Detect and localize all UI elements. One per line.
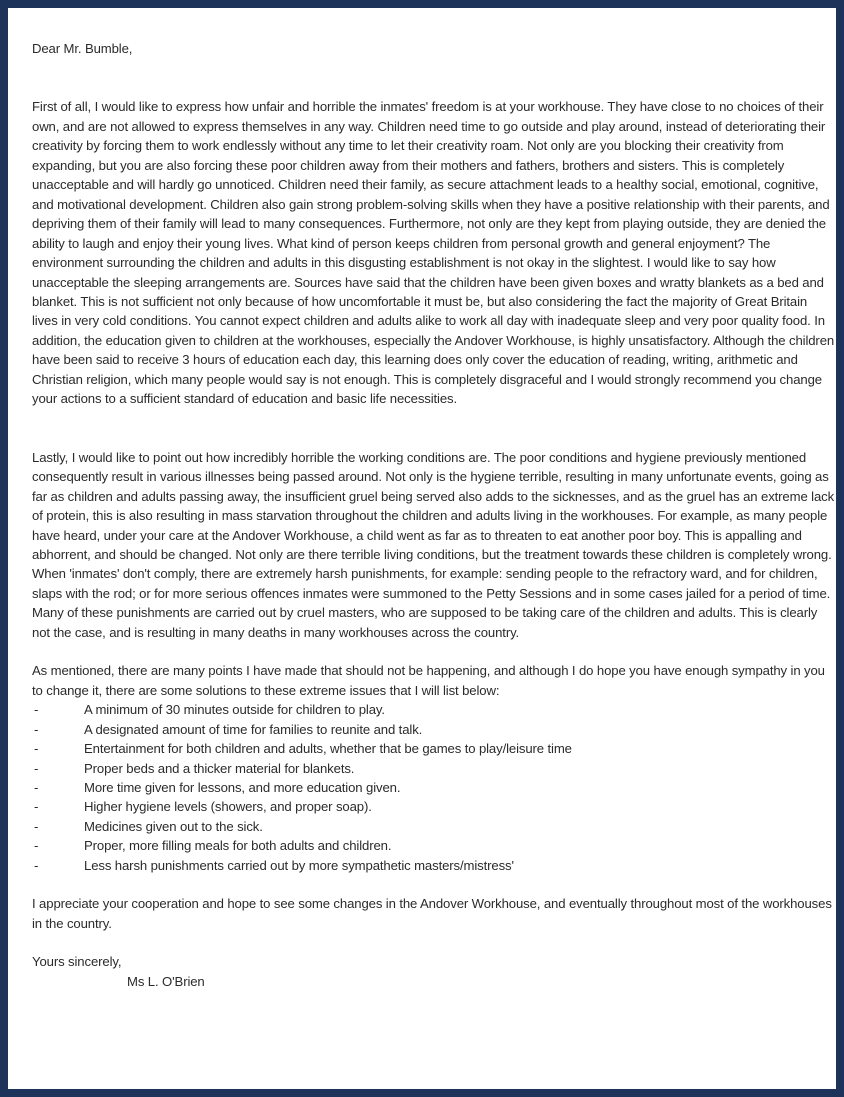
bullet-dash: - bbox=[34, 857, 39, 873]
solution-item bbox=[32, 700, 835, 719]
solution-item bbox=[32, 856, 835, 875]
bullet-dash: - bbox=[34, 702, 39, 718]
solution-text: Higher hygiene levels (showers, and proper soap). bbox=[84, 799, 372, 815]
solution-text: A minimum of 30 minutes outside for children to play. bbox=[84, 702, 385, 718]
bullet-dash: - bbox=[34, 838, 39, 854]
solution-item bbox=[32, 739, 835, 758]
paragraph-freedom-and-education: First of all, I would like to express how unfair and horrible the inmates' freedom is at your workhouse. They have close to no choices of their own, and are not allowed to express themselves in any way. Children need time to go outside and play around, instead of deteriorating their creativity by forcing them to work endlessly without any time to let their creativity roam. Not only are you blocking their creativity from expanding, but you are also forcing these poor children away from their mothers and fathers, brothers and sisters. This is completely unacceptable and will hardly go unnoticed. Children need their family, as secure attachment leads to a healthy social, emotional, cognitive, and motivational development. Children also gain strong problem-solving skills when they have a positive relationship with their parents, and depriving them of their family will lead to many consequences. Furthermore, not only are they kept from playing outside, they are denied the ability to laugh and enjoy their young lives. What kind of person keeps children from personal growth and general enjoyment? The environment surrounding the children and adults in this disgusting establishment is not okay in the slightest. I would like to say how unacceptable the sleeping arrangements are. Sources have said that the children have been given boxes and wratty blankets as a bed and blanket. This is not sufficient not only because of how uncomfortable it must be, but also considering the fact the majority of Great Britain lives in very cold conditions. You cannot expect children and adults alike to work all day with inadequate sleep and very poor quality food. In addition, the education given to children at the workhouses, especially the Andover Workhouse, is highly unsatisfactory. Although the children have been said to receive 3 hours of education each day, this learning does only cover the education of reading, writing, arithmetic and Christian religion, which many people would say is not enough. This is completely disgraceful and I would strongly recommend you change your actions to a sufficient standard of education and basic life necessities. bbox=[32, 99, 835, 407]
solution-item bbox=[32, 836, 835, 855]
solution-item bbox=[32, 817, 835, 836]
solution-text: Medicines given out to the sick. bbox=[84, 818, 263, 834]
solutions-list bbox=[32, 700, 835, 875]
closing-paragraph: I appreciate your cooperation and hope to see some changes in the Andover Workhouse, and eventually throughout most of the workhouses in the country. bbox=[32, 896, 832, 931]
solution-item bbox=[32, 720, 835, 739]
signature: Ms L. O'Brien bbox=[127, 973, 205, 989]
bullet-dash: - bbox=[34, 741, 39, 757]
solution-text: A designated amount of time for families to reunite and talk. bbox=[84, 721, 423, 737]
solution-text: Proper beds and a thicker material for blankets. bbox=[84, 760, 355, 776]
paragraph-working-conditions: Lastly, I would like to point out how incredibly horrible the working conditions are. The poor conditions and hygiene previously mentioned consequently result in various illnesses being passed around. Not only is the hygiene terrible, resulting in many unfortunate events, going as far as children and adults passing away, the insufficient gruel being served also adds to the sicknesses, and as the gruel has an extreme lack of protein, this is also resulting in mass starvation throughout the children and adults living in the workhouses. For example, as many people have heard, under your care at the Andover Workhouse, a child went as far as to threaten to eat another poor boy. This is appalling and abhorrent, and should be changed. Not only are there terrible living conditions, but the treatment towards these children is completely wrong. When 'inmates' don't comply, there are extremely harsh punishments, for example: sending people to the refractory ward, and for children, slaps with the rod; or for more serious offences inmates were summoned to the Petty Sessions and in some cases jailed for a period of time. Many of these punishments are carried out by cruel masters, who are supposed to be taking care of the children and adults. This is clearly not the case, and is resulting in many deaths in many workhouses across the country. bbox=[32, 449, 835, 640]
solution-text: Less harsh punishments carried out by more sympathetic masters/mistress' bbox=[84, 857, 514, 873]
bullet-dash: - bbox=[34, 721, 39, 737]
signoff: Yours sincerely, bbox=[32, 954, 122, 970]
solution-item bbox=[32, 778, 835, 797]
solution-item bbox=[32, 797, 835, 816]
bullet-dash: - bbox=[34, 818, 39, 834]
solution-text: More time given for lessons, and more education given. bbox=[84, 779, 401, 795]
bullet-dash: - bbox=[34, 760, 39, 776]
letter-body bbox=[32, 39, 835, 991]
solution-text: Proper, more filling meals for both adults and children. bbox=[84, 838, 392, 854]
bullet-dash: - bbox=[34, 779, 39, 795]
salutation: Dear Mr. Bumble, bbox=[32, 41, 133, 56]
solution-item bbox=[32, 759, 835, 778]
bullet-dash: - bbox=[34, 799, 39, 815]
solution-text: Entertainment for both children and adults, whether that be games to play/leisure time bbox=[84, 741, 572, 757]
paragraph-solutions-intro: As mentioned, there are many points I have made that should not be happening, and although I do hope you have enough sympathy in you to change it, there are some solutions to these extreme issues that I will list below: bbox=[32, 663, 825, 698]
